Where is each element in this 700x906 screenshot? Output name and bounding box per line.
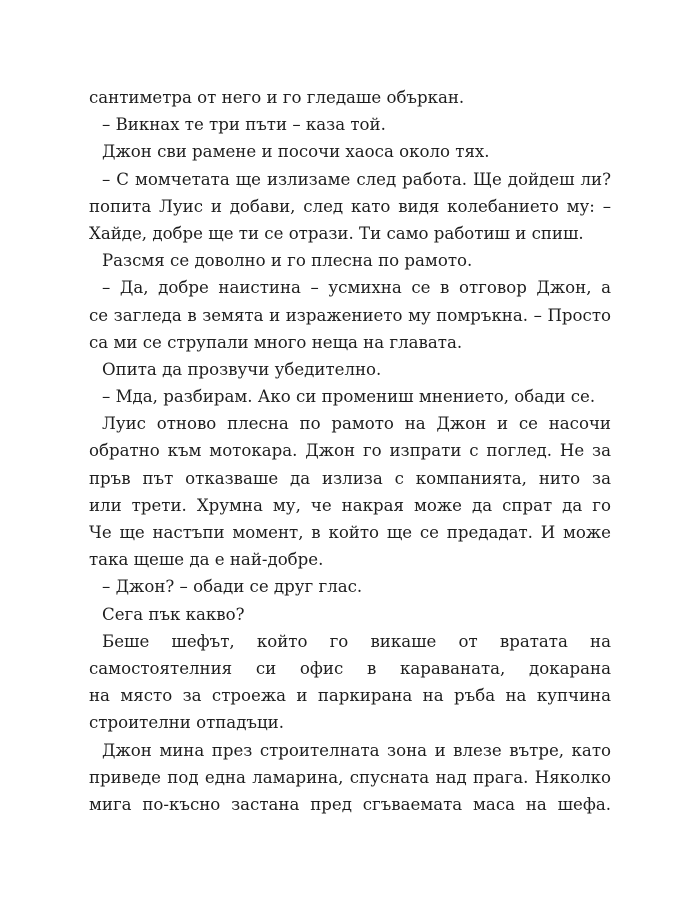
text-line: мига по-късно застана пред сгъваемата маса на шефа.	[89, 794, 611, 814]
text-line: обратно към мотокара. Джон го изпрати с поглед. Не за	[89, 441, 611, 461]
body-text	[89, 84, 611, 818]
text-line: строителни отпадъци.	[89, 713, 284, 733]
text-line: – Викнах те три пъти – каза той.	[102, 115, 386, 135]
text-line: – Да, добре наистина – усмихна се в отговор Джон, а	[102, 278, 611, 298]
text-line: – Мда, разбирам. Ако си промениш мнението, обади се.	[102, 387, 596, 407]
text-line: Че ще настъпи момент, в който ще се предадат. И може	[89, 523, 611, 542]
text-line: така щеше да е най-добре.	[89, 550, 324, 570]
text-line: на място за строежа и паркирана на ръба на купчина	[89, 686, 611, 706]
text-line: или трети. Хрумна му, че накрая може да спрат да го	[89, 495, 611, 515]
text-line: се загледа в земята и изражението му помръкна. – Просто	[89, 305, 611, 325]
text-line: пръв път отказваше да излиза с компанията, нито за	[89, 468, 611, 488]
text-line: попита Луис и добави, след като видя колебанието му: –	[89, 196, 611, 216]
text-line: Джон сви рамене и посочи хаоса около тях.	[102, 142, 490, 162]
text-line: Разсмя се доволно и го плесна по рамото.	[102, 251, 473, 271]
text-line: самостоятелния си офис в караваната, докарана	[89, 658, 611, 678]
text-line: Хайде, добре ще ти се отрази. Ти само работиш и спиш.	[89, 223, 584, 243]
text-line: са ми се струпали много неща на главата.	[89, 332, 463, 352]
text-line: Луис отново плесна по рамото на Джон и се насочи	[102, 414, 611, 434]
text-line: приведе под една ламарина, спусната над прага. Няколко	[89, 767, 611, 787]
text-line: Джон мина през строителната зона и влезе вътре, като	[102, 740, 611, 760]
text-line: Сега пък какво?	[102, 604, 245, 624]
text-line: – Джон? – обади се друг глас.	[102, 577, 363, 597]
text-line: сантиметра от него и го гледаше объркан.	[89, 88, 465, 107]
text-line: Беше шефът, който го викаше от вратата на	[102, 631, 611, 651]
text-line: – С момчетата ще излизаме след работа. Ще дойдеш ли?	[102, 169, 611, 189]
text-line: Опита да прозвучи убедително.	[102, 359, 382, 379]
